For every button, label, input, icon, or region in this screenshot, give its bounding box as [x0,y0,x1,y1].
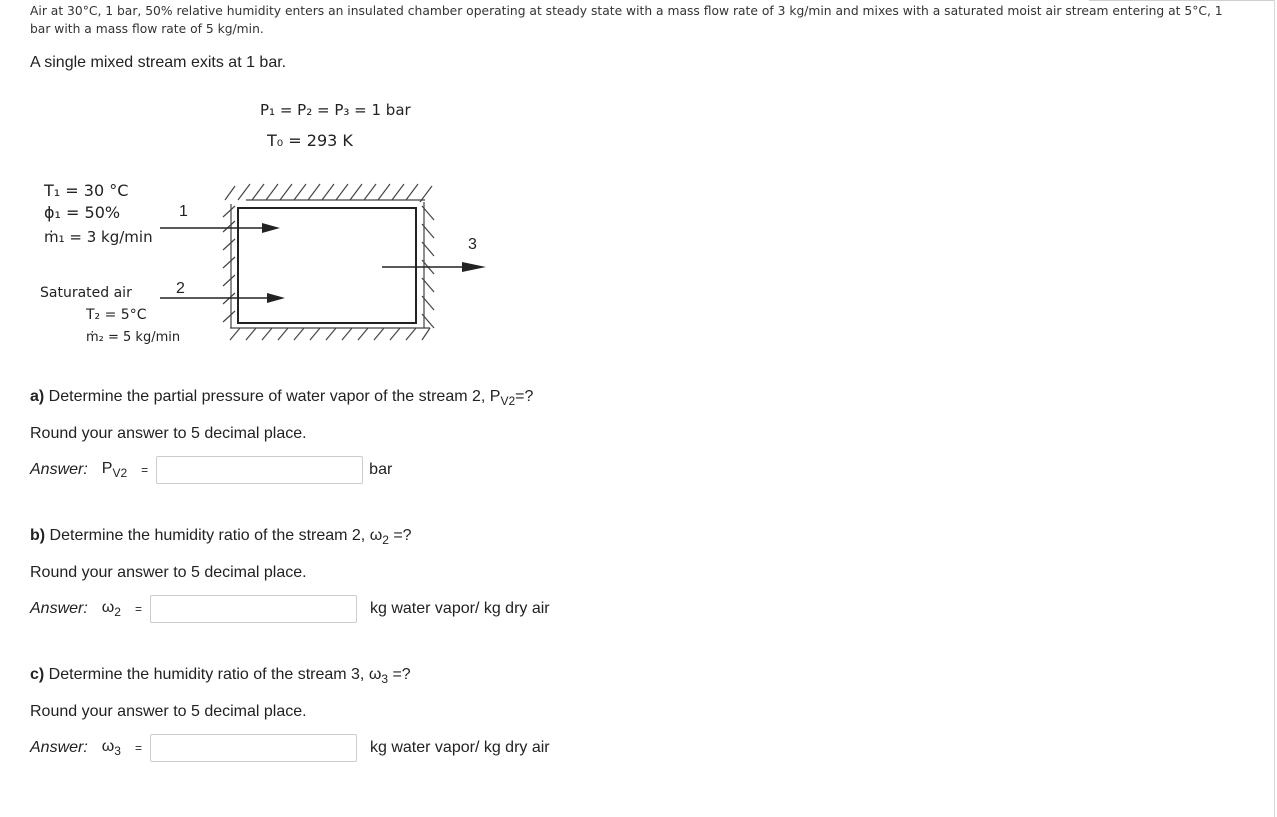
question-b [30,527,412,547]
stream3-arrow [382,262,486,272]
question-b-prefix: b) [30,527,46,544]
stream1-arrow [160,223,280,233]
question-a-text: Determine the partial pressure of water vapor of the stream 2, P [44,388,501,405]
t0-text: T₀ = 293 K [267,131,353,150]
question-a-sub: V2 [500,394,516,408]
stream1-mass-flow: ṁ₁ = 3 kg/min [44,228,153,246]
answer-b-unit: kg water vapor/ kg dry air [370,600,550,617]
mixing-chamber-diagram [30,92,510,362]
answer-a-label: Answer: [30,461,88,478]
question-c-sub: 3 [381,672,388,686]
answer-a-symbol: $P_{V2}$ [101,460,128,480]
answer-c-equals: = [134,741,142,755]
answer-a-input[interactable] [156,456,363,484]
answer-a-unit: bar [369,461,393,478]
stream1-temperature: T₁ = 30 °C [44,181,129,200]
answer-a-equals: = [141,463,149,477]
question-b-round: Round your answer to 5 decimal place. [30,564,307,581]
question-c-suffix: =? [388,666,411,683]
stream3-label: 3 [468,236,477,253]
stream1-humidity: ϕ₁ = 50% [44,203,121,222]
answer-c-unit: kg water vapor/ kg dry air [370,739,550,756]
answer-b-symbol: $\omega_2$ [101,599,121,619]
question-c-text: Determine the humidity ratio of the stream 3, ω [44,666,382,683]
answer-b-input[interactable] [150,595,357,623]
stream1-label: 1 [179,203,188,220]
exit-statement: A single mixed stream exits at 1 bar. [30,54,287,71]
stream2-title: Saturated air [40,285,132,301]
answer-b-label: Answer: [30,600,88,617]
question-b-text: Determine the humidity ratio of the stream 2, ω [45,527,383,544]
question-a [30,388,533,408]
answer-c-symbol: $\omega_3$ [101,738,121,758]
stream2-label: 2 [176,280,185,297]
stream2-mass-flow: ṁ₂ = 5 kg/min [86,330,181,345]
question-a-prefix: a) [30,388,45,405]
question-b-sub: 2 [382,533,389,547]
answer-row-b [30,595,550,623]
stream2-temperature: T₂ = 5°C [86,307,147,323]
question-c [30,666,411,686]
answer-b-equals: = [134,602,142,616]
answer-row-c [30,734,550,762]
question-c-prefix: c) [30,666,45,683]
question-c-round: Round your answer to 5 decimal place. [30,703,307,720]
problem-statement: Air at 30°C, 1 bar, 50% relative humidity enters an insulated chamber operating at steady state with a mass flow rate of 3 kg/min and mixes with a saturated moist air stream entering at 5°C, 1 bar with a mass flow rate of 5 kg/min. [30,4,1223,36]
answer-row-a [30,456,392,484]
answer-c-input[interactable] [150,734,357,762]
answer-c-label: Answer: [30,739,88,756]
pressure-text: P₁ = P₂ = P₃ = 1 bar [260,101,411,119]
page-border [1274,0,1275,817]
question-a-round: Round your answer to 5 decimal place. [30,425,307,442]
question-b-suffix: =? [388,527,412,544]
question-a-suffix: =? [515,388,534,405]
top-strip [1089,0,1274,1]
